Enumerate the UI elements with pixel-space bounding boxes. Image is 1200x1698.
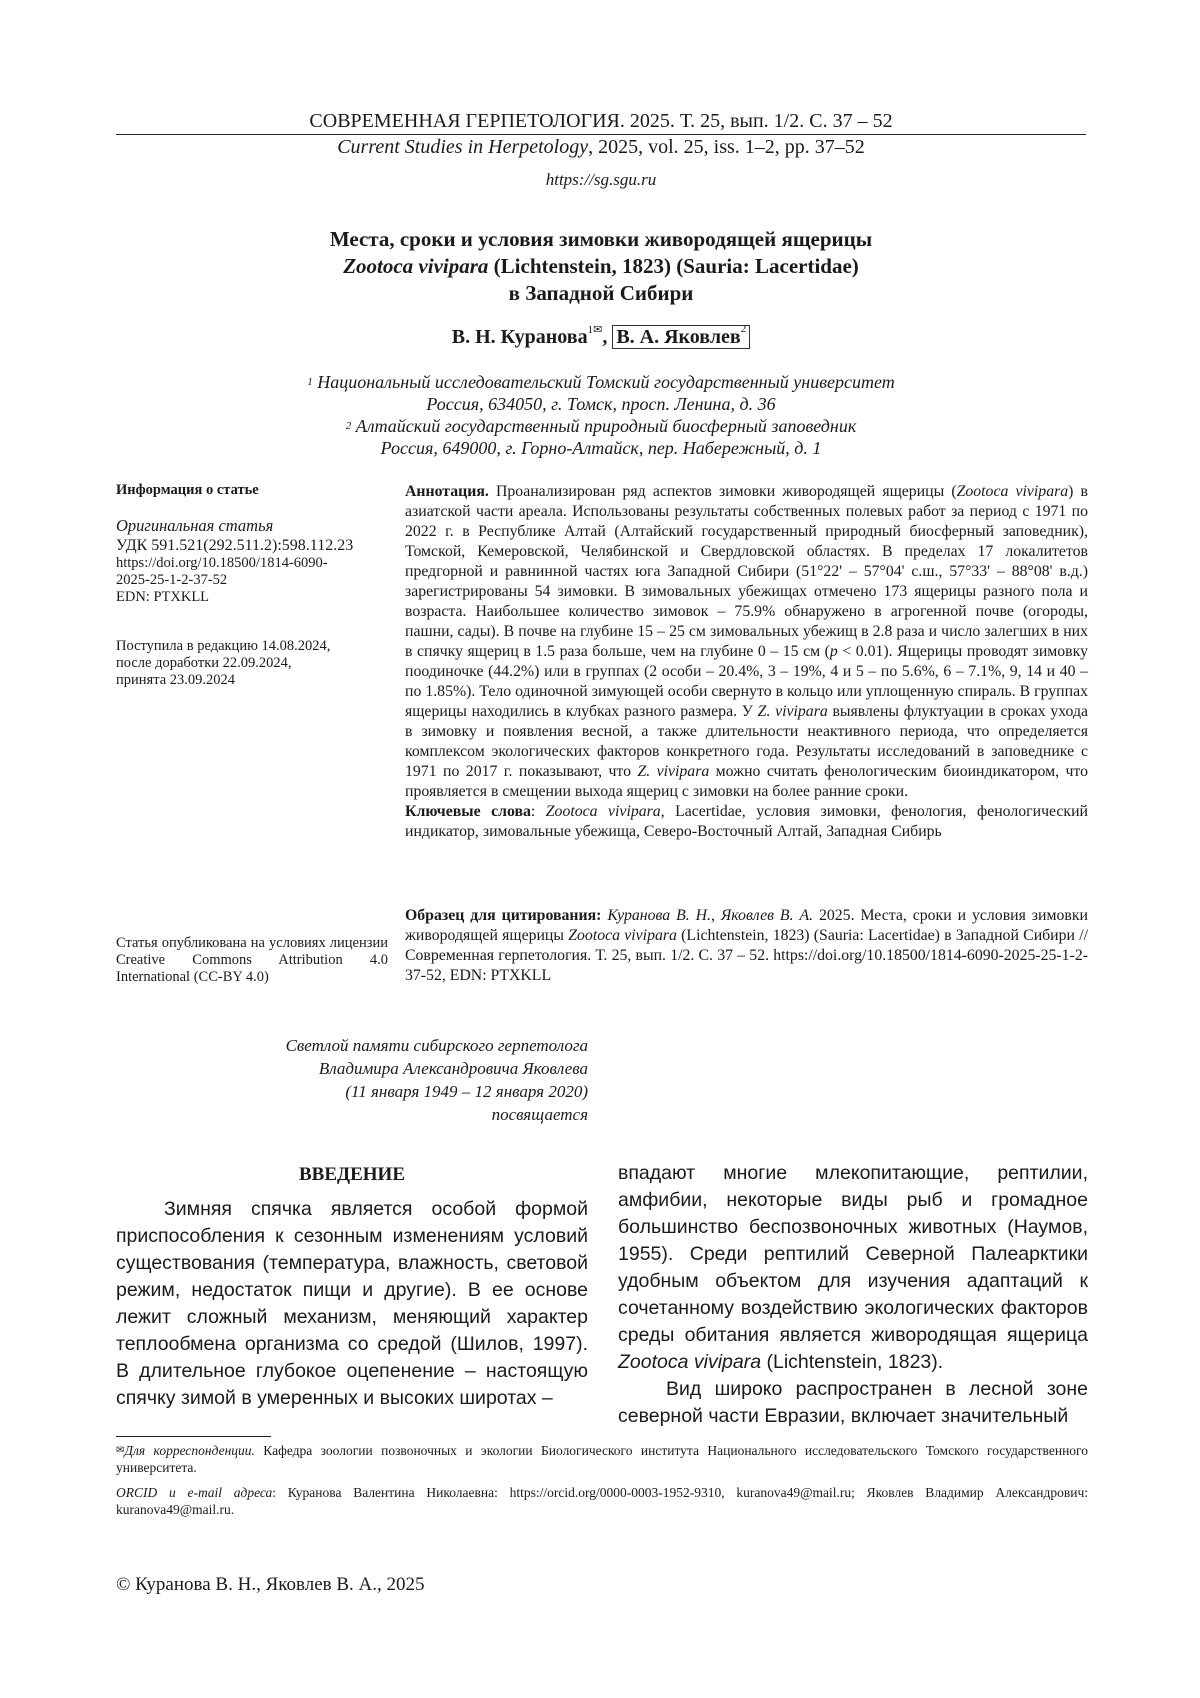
journal-header-ru: СОВРЕМЕННАЯ ГЕРПЕТОЛОГИЯ. 2025. Т. 25, вып. 1/2. С. 37 – 52: [309, 110, 893, 132]
footnote-corr-text: Кафедра зоологии позвоночных и экологии Биологического института Национального исследовательского Томского государственного университета.: [116, 1443, 1088, 1475]
affiliation-1-name: [116, 371, 1086, 393]
date-accepted: принята 23.09.2024: [116, 672, 236, 688]
intro-paragraph-2: Вид широко распространен в лесной зоне северной части Евразии, включает значительный: [618, 1378, 1088, 1427]
title-species: Zootoca vivipara: [343, 254, 489, 278]
intro-paragraph-1-cont: [618, 1160, 1088, 1376]
abstract: [405, 482, 1088, 842]
keywords: [405, 802, 1088, 842]
abstract-species-2: Z. vivipara: [757, 703, 828, 720]
date-received: Поступила в редакцию 14.08.2024,: [116, 638, 331, 654]
affiliation-2-org: Алтайский государственный природный биосферный заповедник: [355, 416, 857, 436]
copyright: © Куранова В. Н., Яковлев В. А., 2025: [116, 1574, 425, 1595]
edn: EDN: PTXKLL: [116, 589, 210, 605]
intro-cont-text: впадают многие млекопитающие, рептилии, амфибии, некоторые виды рыб и громадное большинство беспозвоночных животных (Наумов, 1955). Среди рептилий Северной Палеарктики удобным объектом для изучения адаптаций к сочетанному воздействию экологических факторов среды обитания является живородящая ящерица: [618, 1162, 1088, 1346]
dedication-line-2: Владимира Александровича Яковлева: [318, 1059, 588, 1078]
abstract-species-1: Zootoca vivipara: [956, 483, 1069, 500]
citation-species: Zootoca vivipara: [568, 927, 677, 944]
citation: [405, 906, 1088, 986]
affiliation-1-number: 1: [307, 376, 313, 388]
author-1-affiliation-mark: 1✉: [587, 324, 603, 336]
abstract-species-3: Z. vivipara: [637, 763, 710, 780]
authors: В. Н. Куранова$^{1✉}$, В. А. Яковлев$^2$: [116, 326, 1086, 349]
journal-name-en: Current Studies in Herpetology: [337, 136, 589, 158]
dedication: [200, 1034, 588, 1126]
license-note: Статья опубликована на условиях лицензии Creative Commons Attribution 4.0 International (CC-BY 4.0): [116, 935, 388, 985]
intro-heading: ВВЕДЕНИЕ: [299, 1164, 405, 1185]
date-revised: после доработки 22.09.2024,: [116, 655, 292, 671]
citation-label: Образец для цитирования:: [405, 907, 602, 924]
article-title: [116, 226, 1086, 307]
envelope-icon: ✉: [116, 1445, 125, 1456]
author-2-box: [612, 325, 750, 349]
author-1: В. Н. Куранова: [451, 326, 588, 348]
article-info-heading: Информация о статье: [116, 482, 259, 498]
article-info-block: [116, 516, 388, 606]
keywords-list: , Lacertidae, условия зимовки, фенология, фенологический индикатор, зимовальные убежища, Северо-Восточный Алтай, Западная Сибирь: [405, 803, 1089, 840]
abstract-seg-5: можно считать фенологическим биоиндикатором, что проявляется в смещении выхода ящериц с зимовки на более ранние сроки.: [405, 763, 1089, 800]
footnote-orcid-label: ORCID и e-mail адреса: [116, 1485, 273, 1500]
citation-authors: Куранова В. Н., Яковлев В. А.: [601, 907, 814, 924]
abstract-label: Аннотация.: [405, 483, 489, 500]
keywords-label: Ключевые слова: [405, 803, 531, 820]
title-taxon: (Lichtenstein, 1823) (Sauria: Lacertidae): [488, 254, 859, 278]
citation-seg-2: (Lichtenstein, 1823) (Sauria: Lacertidae) в Западной Сибири // Современная герпетология. Т. 25, вып. 1/2. С. 37 – 52. https://doi.org/10.18500/1814-6090-2025-25-1-2-37-52, EDN: PTXKLL: [405, 927, 1089, 984]
title-line-2: [116, 253, 1086, 280]
article-type: Оригинальная статья: [116, 516, 274, 535]
intro-cont-end: (Lichtenstein, 1823).: [761, 1351, 944, 1373]
abstract-seg-2: ) в азиатской части ареала. Использованы результаты собственных полевых работ за период с 1971 по 2022 г. в Республике Алтай (Алтайский государственный природный биосферный заповедник), Томской, Кемеровской, Челябинской и Свердловской областях. В пределах 17 локалитетов предгорной и равнинной частях юга Западной Сибири (51°22' – 57°04' с.ш., 57°33' – 88°08' в.д.) зарегистрированы 54 зимовки. В зимовальных убежищах отмечено 173 ящерицы разного пола и возраста. Наибольшее количество зимовок – 75.9% обнаружено в агрогенной почве (огороды, пашни, сады). В почве на глубине 15 – 25 см зимовальных убежищ в 2.8 раза и число залегших в них в спячку ящериц в 1.5 раза больше, чем на глубине 0 – 15 см (: [405, 483, 1088, 660]
affiliation-2-name: [116, 415, 1086, 437]
footnote-rule: [116, 1436, 271, 1437]
affiliations: [116, 371, 1086, 459]
intro-left-column: [116, 1196, 588, 1412]
article-dates: [116, 638, 388, 689]
citation-seg-1: 2025. Места, сроки и условия зимовки живородящей ящерицы: [405, 907, 1088, 944]
intro-right-column: [618, 1160, 1088, 1430]
footnote-orcid: [116, 1484, 1088, 1518]
header-rule: [116, 134, 1086, 135]
dedication-line-4: посвящается: [491, 1105, 588, 1124]
footnote-corr-label: Для корреспонденции.: [124, 1443, 255, 1458]
affiliation-1-address: Россия, 634050, г. Томск, просп. Ленина, д. 36: [426, 394, 776, 414]
title-line-3: в Западной Сибири: [508, 281, 694, 305]
author-2-affiliation-mark: 2: [740, 323, 747, 335]
journal-header-en: [116, 136, 1086, 159]
intro-paragraph-1: Зимняя спячка является особой формой приспособления к сезонным изменениям условий существования (температура, влажность, световой режим, недостаток пищи и другие). В ее основе лежит сложный механизм, меняющий характер теплообмена организма со средой (Шилов, 1997). В длительное глубокое оцепенение – настоящую спячку зимой в умеренных и высоких широтах –: [116, 1198, 588, 1409]
affiliation-2-address: Россия, 649000, г. Горно-Алтайск, пер. Набережный, д. 1: [380, 438, 822, 458]
author-2: В. А. Яковлев: [616, 326, 741, 348]
dedication-line-3: (11 января 1949 – 12 января 2020): [345, 1082, 588, 1101]
dedication-line-1: Светлой памяти сибирского герпетолога: [285, 1036, 588, 1055]
doi-line-1[interactable]: https://doi.org/10.18500/1814-6090-: [116, 555, 328, 571]
doi-line-2[interactable]: 2025-25-1-2-37-52: [116, 572, 228, 588]
footnote-orcid-text: : Куранова Валентина Николаевна: https://orcid.org/0000-0003-1952-9310, kuranova49@mail.ru; Яковлев Владимир Александрович: kuranova49@mail.ru.: [116, 1485, 1088, 1517]
keywords-sep: :: [530, 803, 546, 820]
abstract-text: [405, 482, 1088, 802]
journal-url[interactable]: https://sg.sgu.ru: [545, 170, 657, 189]
journal-issue-en: , 2025, vol. 25, iss. 1–2, pp. 37–52: [588, 136, 865, 158]
footnote-correspondence: [116, 1442, 1088, 1476]
intro-species: Zootoca vivipara: [618, 1351, 762, 1373]
abstract-seg-4: выявлены флуктуации в сроках ухода в зимовку и появления весной, а также длительности неактивного периода, что определяется комплексом экологических факторов конкретного года. Результаты исследований в заповеднике с 1971 по 2017 г. показывают, что: [405, 703, 1089, 780]
abstract-p-value: p: [829, 643, 838, 660]
abstract-seg-3: < 0.01). Ящерицы проводят зимовку поодиночке (44.2%) или в группах (2 особи – 20.4%, 3 – 19%, 4 и 5 – по 5.6%, 6 – 7.1%, 9, 14 и 40 – по 1.85%). Тело одиночной зимующей особи свернуто в кольцо или уплощенную спираль. В группах ящерицы находились в клубках разного размера. У: [405, 643, 1088, 720]
udk: УДК 591.521(292.511.2):598.112.23: [116, 537, 354, 554]
affiliation-1-org: Национальный исследовательский Томский государственный университет: [317, 372, 895, 392]
affiliation-2-number: 2: [345, 420, 352, 432]
title-line-1: Места, сроки и условия зимовки живородящей ящерицы: [329, 227, 873, 251]
abstract-seg-1: Проанализирован ряд аспектов зимовки живородящей ящерицы (: [488, 483, 957, 500]
keywords-species: Zootoca vivipara: [545, 803, 661, 820]
